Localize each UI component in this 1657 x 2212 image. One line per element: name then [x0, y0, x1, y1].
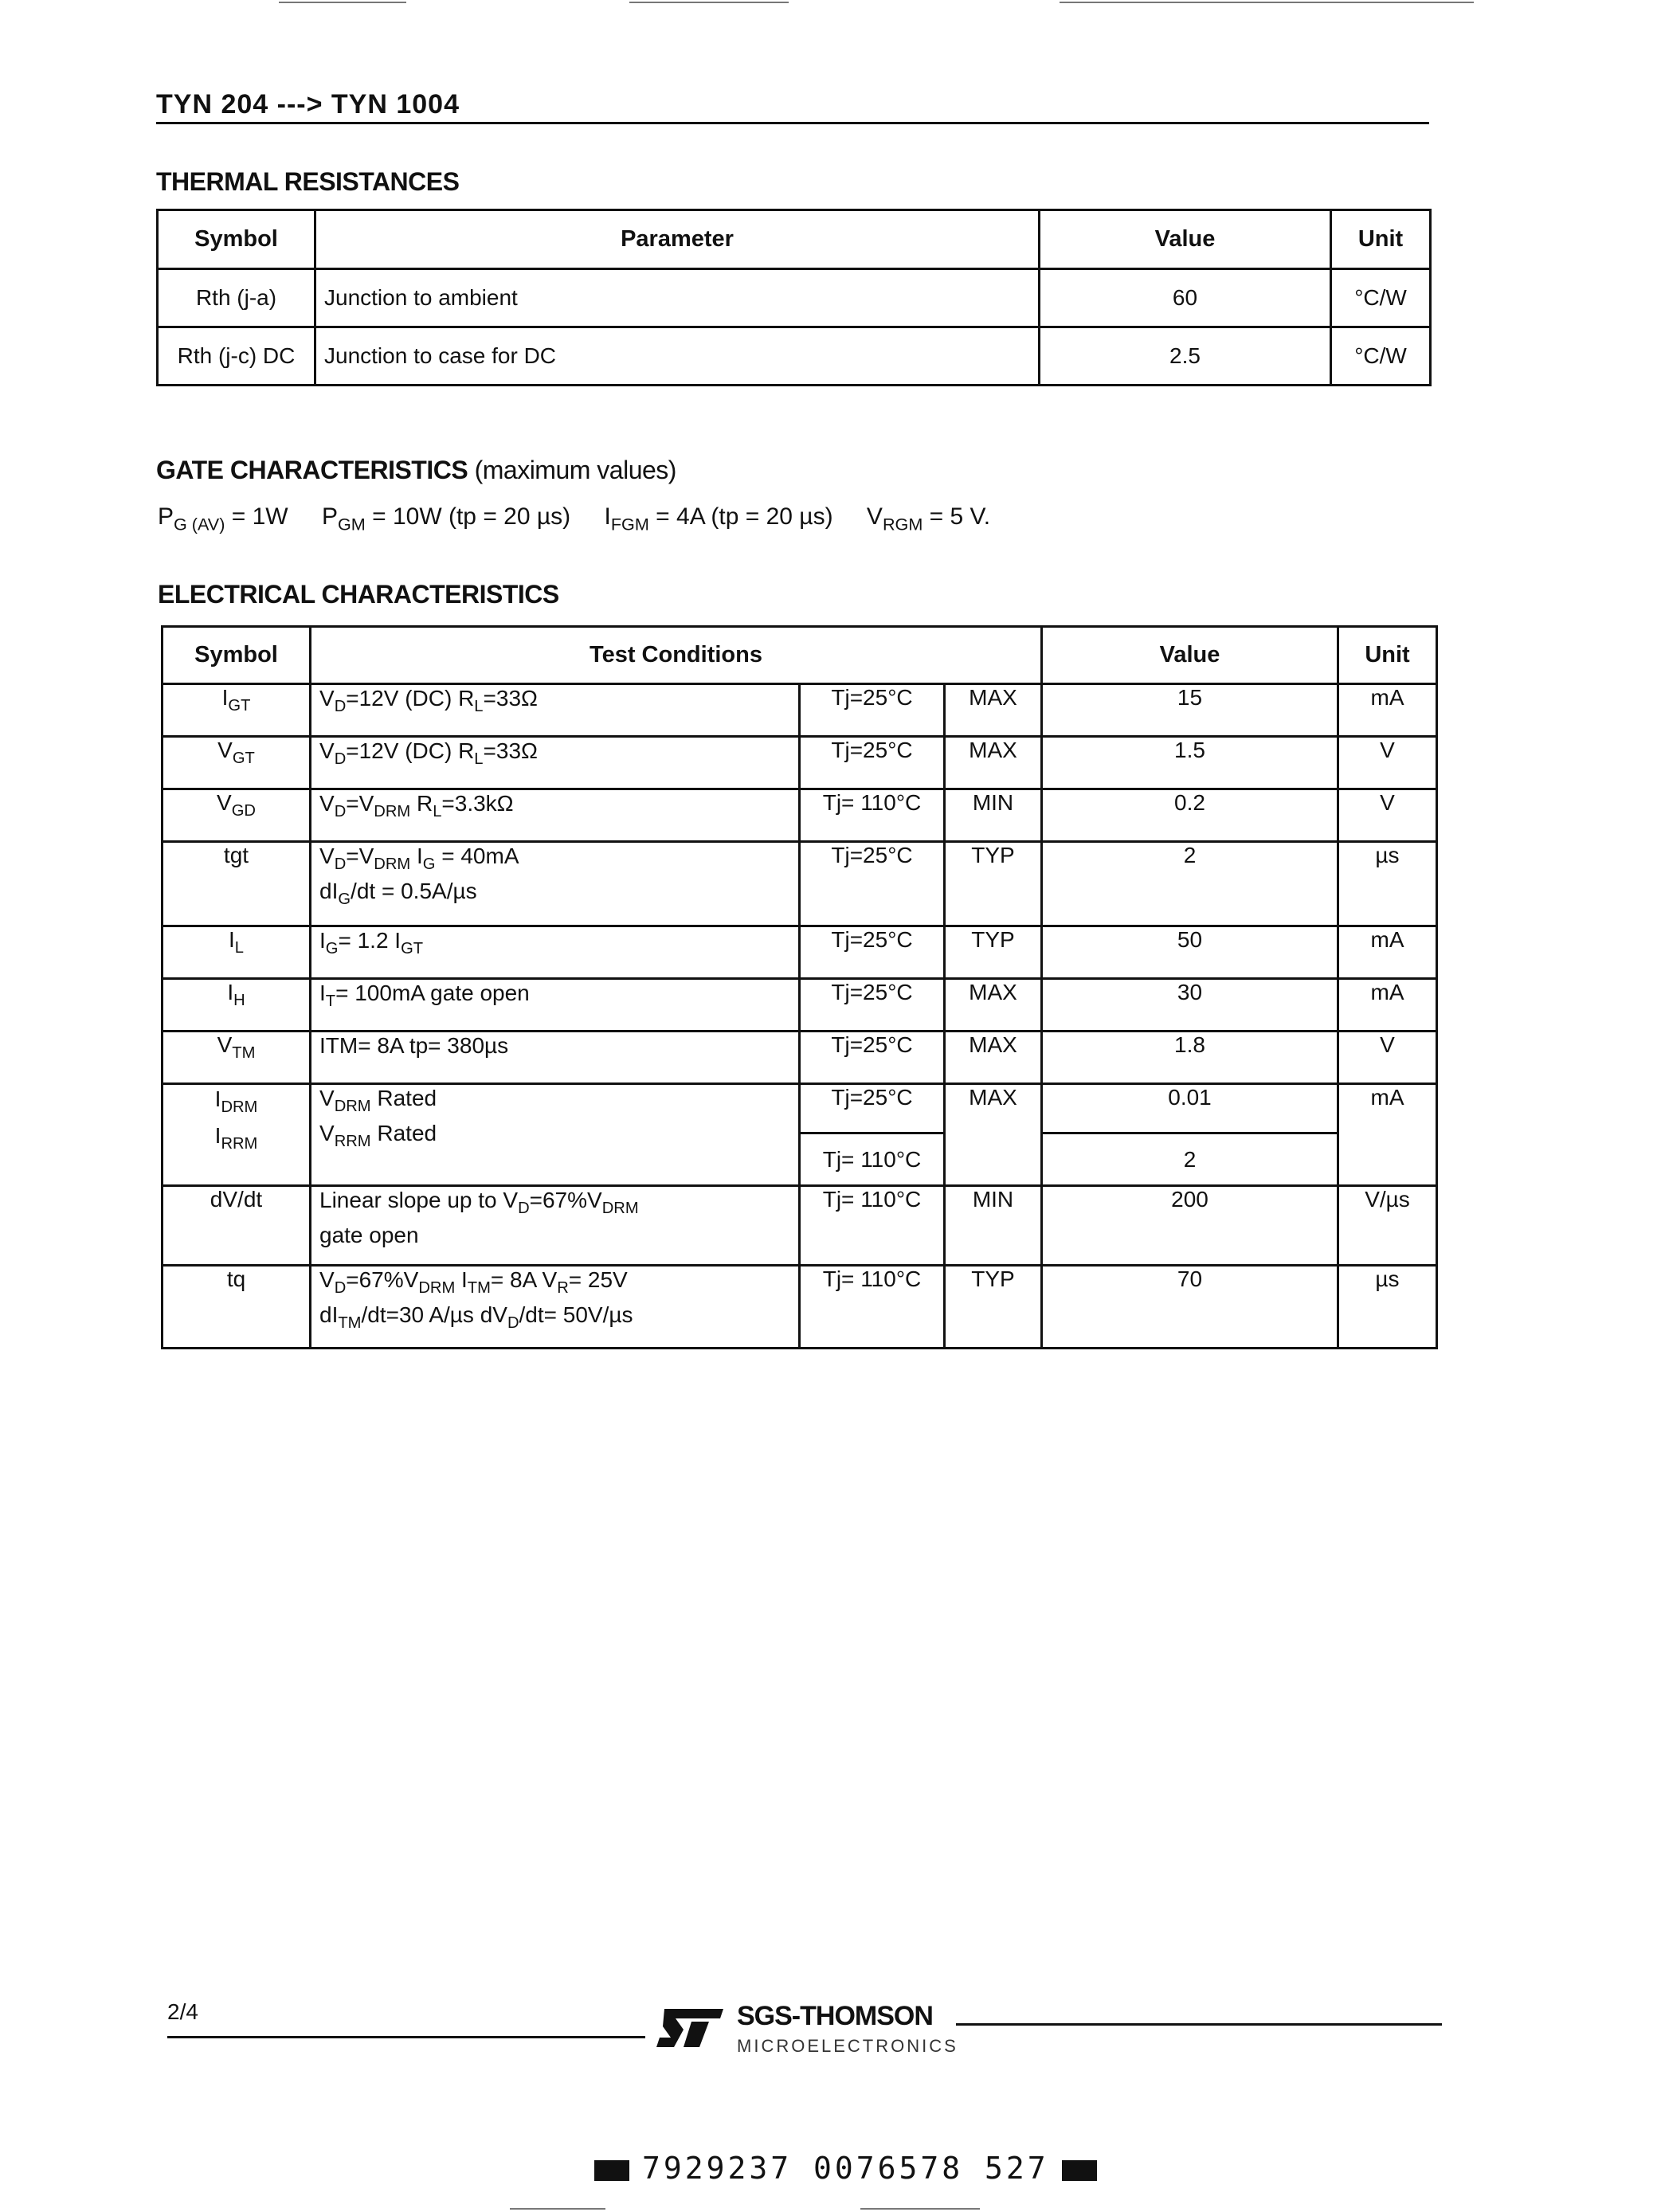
- header-rule: [156, 122, 1429, 124]
- cell-limit: TYP: [945, 1266, 1042, 1349]
- thermal-table: [156, 209, 1432, 386]
- cell-symbol: tgt: [163, 842, 311, 926]
- cell-unit: mA: [1338, 926, 1437, 979]
- cell-limit: MAX: [945, 979, 1042, 1032]
- table-row: [158, 327, 1431, 386]
- col-symbol: Symbol: [158, 210, 315, 269]
- cell-value: 15: [1042, 684, 1338, 737]
- table-row: [163, 684, 1437, 737]
- cell-unit: V: [1338, 789, 1437, 842]
- barcode-block-icon: [1062, 2160, 1097, 2181]
- table-row: [163, 1084, 1437, 1133]
- table-row: [163, 926, 1437, 979]
- table-row: [158, 269, 1431, 327]
- cell-value: 0.01: [1042, 1084, 1338, 1133]
- document-title: TYN 204 ---> TYN 1004: [156, 89, 460, 119]
- cell-tj: Tj= 110°C: [800, 1266, 945, 1349]
- gate-heading-note: (maximum values): [474, 456, 676, 484]
- cell-conditions: $V_D=12V$ (DC) $R_L=33\Omega$: [311, 684, 800, 737]
- col-parameter: Parameter: [315, 210, 1040, 269]
- brand-logo: [653, 2006, 725, 2054]
- barcode-number: 7929237 0076578 527: [642, 2151, 1049, 2186]
- cell-tj: Tj=25°C: [800, 684, 945, 737]
- cell-conditions: $V_{DRM}$ Rated $V_{RRM}$ Rated: [311, 1084, 800, 1186]
- cell-unit: mA: [1338, 979, 1437, 1032]
- table-row: [163, 979, 1437, 1032]
- cell-value: 1.8: [1042, 1032, 1338, 1084]
- cell-limit: MAX: [945, 684, 1042, 737]
- cell-conditions: ITM= 8A tp= 380µs: [311, 1032, 800, 1084]
- cell-tj: Tj=25°C: [800, 1084, 945, 1133]
- cell-unit: °C/W: [1331, 269, 1431, 327]
- cell-symbol: $I_{GT}$: [163, 684, 311, 737]
- cell-symbol: $V_{TM}$: [163, 1032, 311, 1084]
- col-value: Value: [1042, 627, 1338, 684]
- cell-symbol: tq: [163, 1266, 311, 1349]
- gate-item: $V_{RGM} = 5$ V.: [866, 503, 991, 534]
- cell-parameter: Junction to ambient: [315, 269, 1040, 327]
- barcode-block-icon: [594, 2160, 629, 2181]
- cell-value: 60: [1040, 269, 1331, 327]
- cell-unit: °C/W: [1331, 327, 1431, 386]
- cell-value: 70: [1042, 1266, 1338, 1349]
- cell-limit: TYP: [945, 926, 1042, 979]
- cell-limit: MIN: [945, 789, 1042, 842]
- cell-limit: MAX: [945, 1084, 1042, 1186]
- gate-item: $I_{FGM} = 4A$ (tp = 20 µs): [604, 503, 833, 534]
- cell-tj: Tj= 110°C: [800, 1133, 945, 1186]
- col-value: Value: [1040, 210, 1331, 269]
- cell-value: 50: [1042, 926, 1338, 979]
- electrical-header-row: [163, 627, 1437, 684]
- cell-tj: Tj=25°C: [800, 979, 945, 1032]
- footer-rule-right: [956, 2023, 1442, 2026]
- brand-subtitle: MICROELECTRONICS: [737, 2036, 958, 2056]
- cell-limit: MAX: [945, 1032, 1042, 1084]
- col-test-conditions: Test Conditions: [311, 627, 1042, 684]
- cell-tj: Tj=25°C: [800, 737, 945, 789]
- cell-tj: Tj= 110°C: [800, 1186, 945, 1266]
- cell-tj: Tj=25°C: [800, 842, 945, 926]
- cell-tj: Tj=25°C: [800, 1032, 945, 1084]
- scan-mark: [629, 2, 789, 3]
- gate-item: $P_{GM} = 10W$ (tp = 20 µs): [321, 503, 571, 534]
- table-row: [163, 842, 1437, 926]
- cell-value: 2: [1042, 1133, 1338, 1186]
- cell-conditions: $I_T= 100mA$ gate open: [311, 979, 800, 1032]
- cell-symbol: $I_{DRM}$ $I_{RRM}$: [163, 1084, 311, 1186]
- electrical-table: [161, 625, 1438, 1349]
- cell-symbol: Rth (j-a): [158, 269, 315, 327]
- cell-symbol: $V_{GD}$: [163, 789, 311, 842]
- st-logo-icon: [653, 2006, 725, 2050]
- gate-heading: [156, 456, 676, 485]
- cell-symbol: $I_H$: [163, 979, 311, 1032]
- table-row: [163, 1266, 1437, 1349]
- thermal-heading: THERMAL RESISTANCES: [156, 167, 460, 196]
- cell-limit: MIN: [945, 1186, 1042, 1266]
- scan-mark: [860, 2208, 980, 2210]
- cell-value: 30: [1042, 979, 1338, 1032]
- gate-item: $P_{G (AV)} = 1W$: [158, 503, 288, 534]
- gate-heading-text: GATE CHARACTERISTICS: [156, 456, 468, 484]
- thermal-header-row: [158, 210, 1431, 269]
- cell-conditions: $V_D=V_{DRM}$ $R_L=3.3k\Omega$: [311, 789, 800, 842]
- col-symbol: Symbol: [163, 627, 311, 684]
- cell-conditions: $I_G= 1.2$ $I_{GT}$: [311, 926, 800, 979]
- scan-mark: [1060, 2, 1474, 3]
- cell-unit: mA: [1338, 684, 1437, 737]
- cell-symbol: $I_L$: [163, 926, 311, 979]
- page-number: 2/4: [167, 1999, 198, 2024]
- cell-value: 200: [1042, 1186, 1338, 1266]
- cell-unit: V: [1338, 1032, 1437, 1084]
- table-row: [163, 789, 1437, 842]
- footer-rule-left: [167, 2036, 645, 2038]
- col-unit: Unit: [1331, 210, 1431, 269]
- cell-conditions: $V_D=12V$ (DC) $R_L=33\Omega$: [311, 737, 800, 789]
- col-unit: Unit: [1338, 627, 1437, 684]
- barcode-line: [582, 2151, 1110, 2186]
- cell-limit: TYP: [945, 842, 1042, 926]
- scan-mark: [510, 2208, 605, 2210]
- cell-parameter: Junction to case for DC: [315, 327, 1040, 386]
- electrical-heading: ELECTRICAL CHARACTERISTICS: [158, 580, 559, 609]
- cell-unit: V/µs: [1338, 1186, 1437, 1266]
- cell-conditions: $V_D=V_{DRM}$ $I_G = 40mA$ $dI_G/dt = 0.5A/\mu s$: [311, 842, 800, 926]
- cell-conditions: $V_D=67\%V_{DRM}$ $I_{TM}= 8A$ $V_R= 25V$ $dI_{TM}/dt=30$ A/µs $dV_D/dt= 50V/\mu s$: [311, 1266, 800, 1349]
- cell-limit: MAX: [945, 737, 1042, 789]
- cell-value: 2: [1042, 842, 1338, 926]
- cell-unit: V: [1338, 737, 1437, 789]
- table-row: [163, 1032, 1437, 1084]
- table-row: [163, 737, 1437, 789]
- cell-symbol: dV/dt: [163, 1186, 311, 1266]
- gate-values: [158, 503, 990, 535]
- cell-unit: mA: [1338, 1084, 1437, 1186]
- cell-unit: µs: [1338, 842, 1437, 926]
- table-row: [163, 1186, 1437, 1266]
- cell-value: 0.2: [1042, 789, 1338, 842]
- cell-unit: µs: [1338, 1266, 1437, 1349]
- cell-tj: Tj= 110°C: [800, 789, 945, 842]
- cell-conditions: Linear slope up to $V_D=67\%V_{DRM}$ gate open: [311, 1186, 800, 1266]
- cell-symbol: Rth (j-c) DC: [158, 327, 315, 386]
- cell-value: 1.5: [1042, 737, 1338, 789]
- cell-tj: Tj=25°C: [800, 926, 945, 979]
- brand-name: SGS-THOMSON: [737, 2001, 933, 2031]
- scan-mark: [279, 2, 406, 3]
- cell-symbol: $V_{GT}$: [163, 737, 311, 789]
- cell-value: 2.5: [1040, 327, 1331, 386]
